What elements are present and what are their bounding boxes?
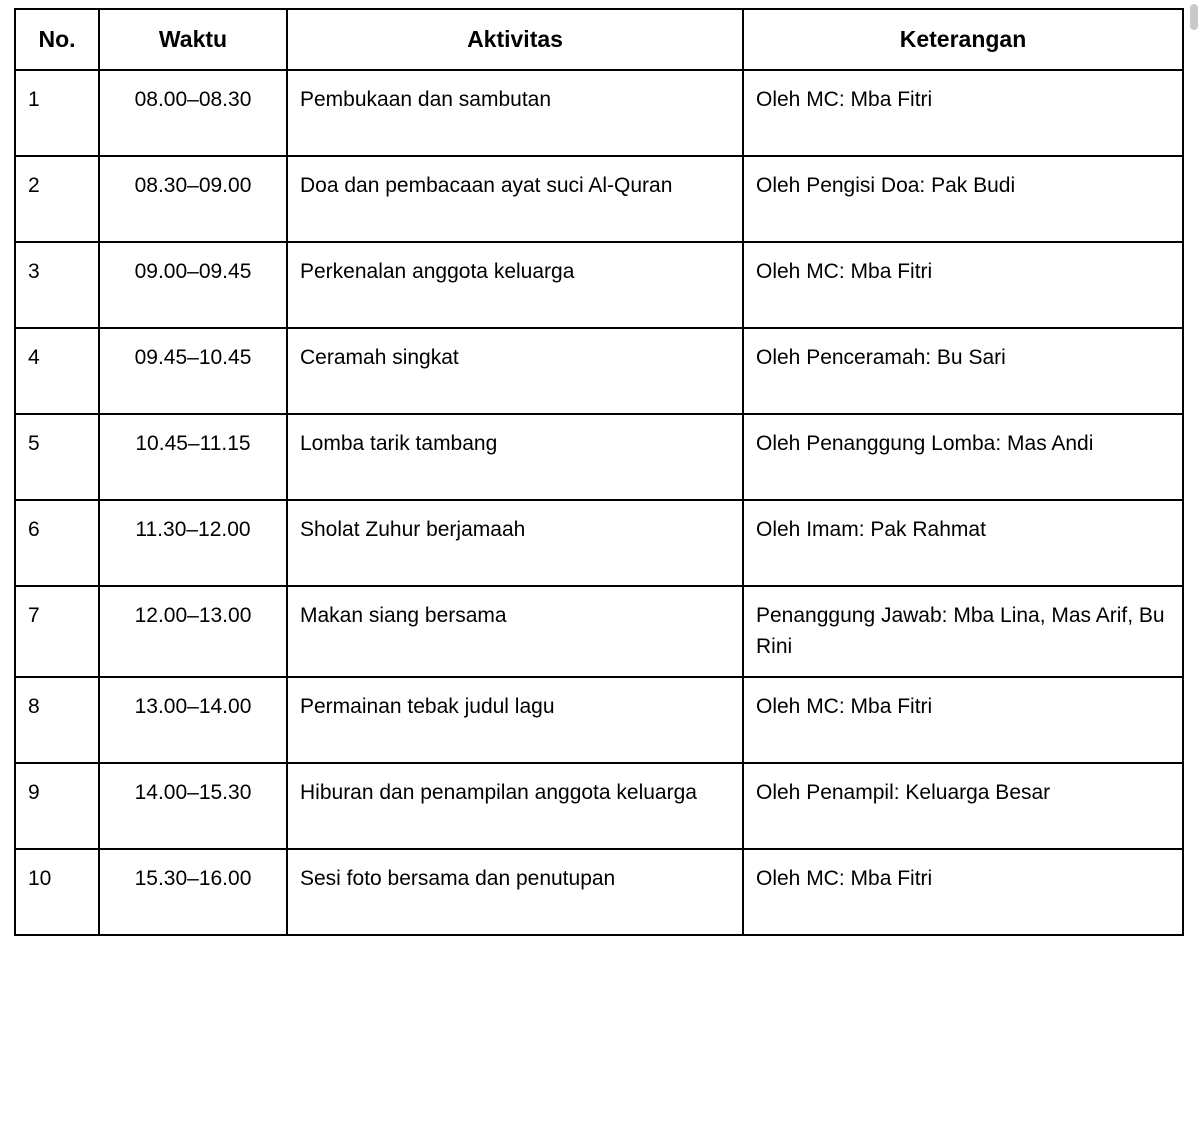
table-header — [15, 9, 1183, 70]
cell-no: 2 — [15, 156, 99, 242]
cell-no: 6 — [15, 500, 99, 586]
cell-waktu: 09.00–09.45 — [99, 242, 287, 328]
column-header-no: No. — [15, 9, 99, 70]
cell-aktivitas: Sholat Zuhur berjamaah — [287, 500, 743, 586]
table-row — [15, 70, 1183, 156]
cell-keterangan: Oleh Penceramah: Bu Sari — [743, 328, 1183, 414]
cell-waktu: 10.45–11.15 — [99, 414, 287, 500]
cell-keterangan: Oleh MC: Mba Fitri — [743, 677, 1183, 763]
cell-keterangan: Oleh Penanggung Lomba: Mas Andi — [743, 414, 1183, 500]
cell-keterangan: Oleh MC: Mba Fitri — [743, 849, 1183, 935]
cell-waktu: 13.00–14.00 — [99, 677, 287, 763]
cell-waktu: 15.30–16.00 — [99, 849, 287, 935]
table-row — [15, 414, 1183, 500]
table-row — [15, 328, 1183, 414]
cell-aktivitas: Makan siang bersama — [287, 586, 743, 677]
cell-keterangan: Oleh MC: Mba Fitri — [743, 70, 1183, 156]
table-row — [15, 242, 1183, 328]
cell-keterangan: Oleh MC: Mba Fitri — [743, 242, 1183, 328]
cell-no: 4 — [15, 328, 99, 414]
table-row — [15, 156, 1183, 242]
table-row — [15, 763, 1183, 849]
table-body — [15, 70, 1183, 935]
cell-no: 5 — [15, 414, 99, 500]
cell-aktivitas: Permainan tebak judul lagu — [287, 677, 743, 763]
column-header-waktu: Waktu — [99, 9, 287, 70]
cell-keterangan: Penanggung Jawab: Mba Lina, Mas Arif, Bu Rini — [743, 586, 1183, 677]
cell-keterangan: Oleh Pengisi Doa: Pak Budi — [743, 156, 1183, 242]
cell-aktivitas: Ceramah singkat — [287, 328, 743, 414]
cell-no: 3 — [15, 242, 99, 328]
cell-aktivitas: Hiburan dan penampilan anggota keluarga — [287, 763, 743, 849]
cell-aktivitas: Doa dan pembacaan ayat suci Al-Quran — [287, 156, 743, 242]
cell-waktu: 11.30–12.00 — [99, 500, 287, 586]
table-row — [15, 849, 1183, 935]
cell-aktivitas: Sesi foto bersama dan penutupan — [287, 849, 743, 935]
cell-keterangan: Oleh Imam: Pak Rahmat — [743, 500, 1183, 586]
cell-no: 10 — [15, 849, 99, 935]
vertical-scrollbar-thumb[interactable] — [1190, 4, 1198, 30]
cell-waktu: 12.00–13.00 — [99, 586, 287, 677]
cell-waktu: 08.00–08.30 — [99, 70, 287, 156]
table-row — [15, 586, 1183, 677]
column-header-keterangan: Keterangan — [743, 9, 1183, 70]
cell-no: 1 — [15, 70, 99, 156]
table-header-row — [15, 9, 1183, 70]
cell-aktivitas: Perkenalan anggota keluarga — [287, 242, 743, 328]
cell-aktivitas: Pembukaan dan sambutan — [287, 70, 743, 156]
cell-no: 9 — [15, 763, 99, 849]
cell-keterangan: Oleh Penampil: Keluarga Besar — [743, 763, 1183, 849]
cell-no: 7 — [15, 586, 99, 677]
cell-waktu: 08.30–09.00 — [99, 156, 287, 242]
cell-aktivitas: Lomba tarik tambang — [287, 414, 743, 500]
cell-waktu: 09.45–10.45 — [99, 328, 287, 414]
cell-waktu: 14.00–15.30 — [99, 763, 287, 849]
table-row — [15, 677, 1183, 763]
column-header-aktivitas: Aktivitas — [287, 9, 743, 70]
schedule-table — [14, 8, 1184, 936]
table-row — [15, 500, 1183, 586]
cell-no: 8 — [15, 677, 99, 763]
